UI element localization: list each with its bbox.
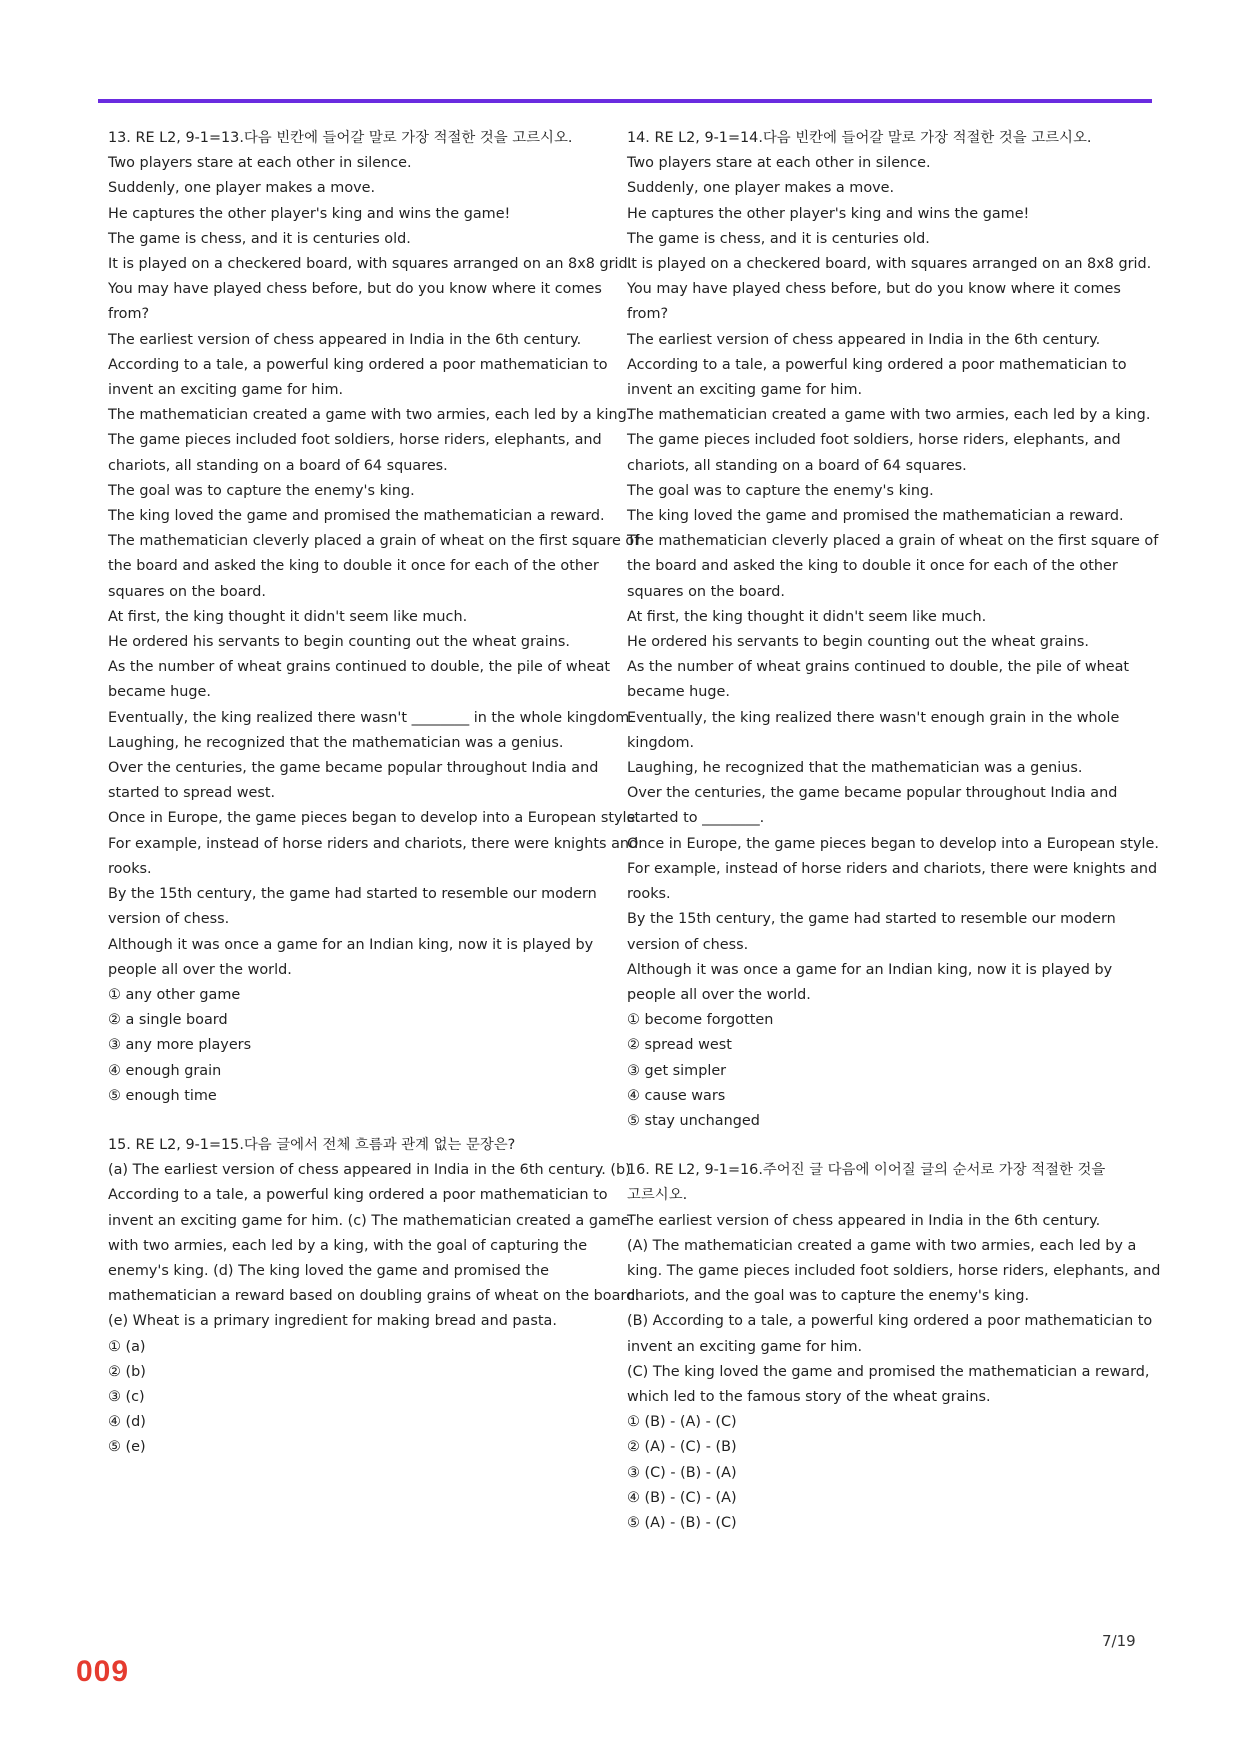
page-number: 7/19 (1102, 1632, 1136, 1650)
answer-option: ① become forgotten (627, 1012, 774, 1029)
answer-option: ① any other game (108, 986, 241, 1003)
question-13 (108, 126, 640, 1109)
passage-line: king. The game pieces included foot soldiers, horse riders, elephants, and (627, 1262, 1161, 1279)
passage-line: squares on the board. (627, 583, 785, 600)
question-prompt: 13. RE L2, 9-1=13.다음 빈칸에 들어갈 말로 가장 적절한 것을 고르시오. (108, 130, 573, 146)
passage-line: According to a tale, a powerful king ordered a poor mathematician to (108, 356, 608, 373)
passage-line: chariots, all standing on a board of 64 squares. (627, 457, 967, 474)
passage-line: mathematician a reward based on doubling grains of wheat on the board. (108, 1288, 640, 1305)
passage-line: squares on the board. (108, 583, 266, 600)
passage-line: invent an exciting game for him. (627, 1338, 863, 1355)
answer-option: ② a single board (108, 1012, 228, 1029)
passage-line: with two armies, each led by a king, with the goal of capturing the (108, 1237, 588, 1254)
passage-line: invent an exciting game for him. (627, 382, 863, 399)
passage-line: At first, the king thought it didn't seem like much. (627, 608, 987, 625)
question-prompt: 14. RE L2, 9-1=14.다음 빈칸에 들어갈 말로 가장 적절한 것을 고르시오. (627, 130, 1092, 146)
answer-option: ④ enough grain (108, 1062, 222, 1079)
passage-line: The earliest version of chess appeared in India in the 6th century. (108, 331, 582, 348)
passage-line: version of chess. (627, 936, 749, 953)
page-stamp: 009 (76, 1655, 130, 1688)
passage-line: He captures the other player's king and wins the game! (627, 205, 1030, 222)
passage-line: Although it was once a game for an Indian king, now it is played by (627, 961, 1113, 978)
passage-line: The mathematician created a game with two armies, each led by a king. (627, 407, 1151, 424)
passage-line: According to a tale, a powerful king ordered a poor mathematician to (627, 356, 1127, 373)
passage-line: The goal was to capture the enemy's king. (627, 482, 934, 499)
answer-option: ⑤ stay unchanged (627, 1112, 760, 1129)
answer-option: ③ get simpler (627, 1062, 727, 1079)
passage-line: Suddenly, one player makes a move. (627, 180, 895, 197)
passage-line: He ordered his servants to begin counting out the wheat grains. (108, 634, 570, 651)
passage-line: Laughing, he recognized that the mathematician was a genius. (627, 760, 1083, 777)
passage-line: He captures the other player's king and wins the game! (108, 205, 511, 222)
answer-option: ③ any more players (108, 1037, 252, 1054)
passage-line: version of chess. (108, 911, 230, 928)
answer-option: ④ cause wars (627, 1087, 726, 1104)
passage-line: people all over the world. (108, 961, 292, 978)
answer-option: ① (a) (108, 1338, 146, 1355)
passage-line: Once in Europe, the game pieces began to develop into a European style. (627, 835, 1159, 852)
passage-line: Laughing, he recognized that the mathematician was a genius. (108, 734, 564, 751)
passage-line: As the number of wheat grains continued to double, the pile of wheat (108, 659, 611, 676)
right-column (627, 126, 1161, 1536)
answer-option: ⑤ (e) (108, 1439, 146, 1456)
passage-line: (A) The mathematician created a game with two armies, each led by a (627, 1237, 1137, 1254)
passage-line: By the 15th century, the game had started to resemble our modern (108, 886, 597, 903)
passage-line: from? (108, 306, 150, 323)
passage-line: It is played on a checkered board, with squares arranged on an 8x8 grid. (108, 256, 633, 273)
passage-line: At first, the king thought it didn't seem like much. (108, 608, 468, 625)
passage-line: kingdom. (627, 734, 695, 751)
passage-line: Over the centuries, the game became popular throughout India and (108, 760, 599, 777)
passage-line: You may have played chess before, but do you know where it comes (627, 281, 1121, 298)
passage-line: (C) The king loved the game and promised the mathematician a reward, (627, 1363, 1150, 1380)
passage-line: chariots, and the goal was to capture the enemy's king. (627, 1288, 1030, 1305)
answer-option: ④ (d) (108, 1414, 146, 1431)
passage-line: He ordered his servants to begin counting out the wheat grains. (627, 634, 1089, 651)
passage-line: Suddenly, one player makes a move. (108, 180, 376, 197)
passage-line: started to spread west. (108, 785, 276, 802)
passage-line: The earliest version of chess appeared in India in the 6th century. (627, 1212, 1101, 1229)
passage-line: As the number of wheat grains continued to double, the pile of wheat (627, 659, 1130, 676)
question-prompt: 15. RE L2, 9-1=15.다음 글에서 전체 흐름과 관계 없는 문장은? (108, 1136, 516, 1153)
passage-line: Over the centuries, the game became popular throughout India and (627, 785, 1118, 802)
passage-line: It is played on a checkered board, with squares arranged on an 8x8 grid. (627, 256, 1152, 273)
left-column (108, 126, 640, 1461)
passage-line: rooks. (627, 886, 671, 903)
passage-line: The game is chess, and it is centuries old. (108, 230, 411, 247)
passage-line: which led to the famous story of the wheat grains. (627, 1388, 991, 1405)
passage-line: Eventually, the king realized there wasn't enough grain in the whole (627, 709, 1120, 726)
passage-line: The earliest version of chess appeared in India in the 6th century. (627, 331, 1101, 348)
answer-option: ① (B) - (A) - (C) (627, 1414, 737, 1431)
passage-line: enemy's king. (d) The king loved the game and promised the (108, 1262, 549, 1279)
passage-line: Two players stare at each other in silence. (108, 155, 412, 172)
passage-line: became huge. (627, 684, 730, 701)
passage-line: For example, instead of horse riders and chariots, there were knights and (108, 835, 639, 852)
passage-line: Although it was once a game for an Indian king, now it is played by (108, 936, 594, 953)
question-prompt: 16. RE L2, 9-1=16.주어진 글 다음에 이어질 글의 순서로 가장 적절한 것을 (627, 1162, 1106, 1179)
answer-option: ② (A) - (C) - (B) (627, 1439, 737, 1456)
question-14 (627, 126, 1159, 1134)
passage-line: The game pieces included foot soldiers, horse riders, elephants, and (627, 432, 1121, 449)
passage-line: rooks. (108, 860, 152, 877)
passage-line: 고르시오. (627, 1187, 688, 1204)
passage-line: By the 15th century, the game had started to resemble our modern (627, 911, 1116, 928)
passage-line: For example, instead of horse riders and chariots, there were knights and (627, 860, 1158, 877)
passage-line: the board and asked the king to double it once for each of the other (108, 558, 599, 575)
header-divider (98, 99, 1152, 103)
answer-option: ⑤ enough time (108, 1087, 217, 1104)
passage-line: (e) Wheat is a primary ingredient for making bread and pasta. (108, 1313, 557, 1330)
passage-line: The mathematician created a game with two armies, each led by a king. (108, 407, 632, 424)
passage-line: became huge. (108, 684, 211, 701)
answer-option: ③ (C) - (B) - (A) (627, 1464, 737, 1481)
passage-line: from? (627, 306, 669, 323)
passage-line: the board and asked the king to double it once for each of the other (627, 558, 1118, 575)
passage-line: The king loved the game and promised the mathematician a reward. (627, 508, 1124, 525)
answer-option: ④ (B) - (C) - (A) (627, 1489, 737, 1506)
passage-line: Two players stare at each other in silence. (627, 155, 931, 172)
passage-line: Once in Europe, the game pieces began to develop into a European style. (108, 810, 640, 827)
answer-option: ⑤ (A) - (B) - (C) (627, 1514, 737, 1531)
passage-line: started to ________. (627, 810, 765, 827)
passage-line: The king loved the game and promised the mathematician a reward. (108, 508, 605, 525)
question-15 (108, 1133, 640, 1461)
passage-line: invent an exciting game for him. (c) The mathematician created a game (108, 1212, 630, 1229)
answer-option: ③ (c) (108, 1388, 145, 1405)
passage-line: chariots, all standing on a board of 64 squares. (108, 457, 448, 474)
passage-line: The mathematician cleverly placed a grain of wheat on the first square of (108, 533, 640, 550)
passage-line: You may have played chess before, but do you know where it comes (108, 281, 602, 298)
answer-option: ② spread west (627, 1037, 732, 1054)
passage-line: invent an exciting game for him. (108, 382, 344, 399)
passage-line: The game pieces included foot soldiers, horse riders, elephants, and (108, 432, 602, 449)
answer-option: ② (b) (108, 1363, 146, 1380)
passage-line: The game is chess, and it is centuries old. (627, 230, 930, 247)
passage-line: According to a tale, a powerful king ordered a poor mathematician to (108, 1187, 608, 1204)
passage-line: Eventually, the king realized there wasn't ________ in the whole kingdom. (108, 709, 634, 726)
passage-line: The mathematician cleverly placed a grain of wheat on the first square of (627, 533, 1159, 550)
passage-line: (a) The earliest version of chess appeared in India in the 6th century. (b) (108, 1162, 631, 1179)
passage-line: people all over the world. (627, 986, 811, 1003)
passage-line: (B) According to a tale, a powerful king ordered a poor mathematician to (627, 1313, 1153, 1330)
passage-line: The goal was to capture the enemy's king. (108, 482, 415, 499)
question-16 (627, 1158, 1161, 1536)
